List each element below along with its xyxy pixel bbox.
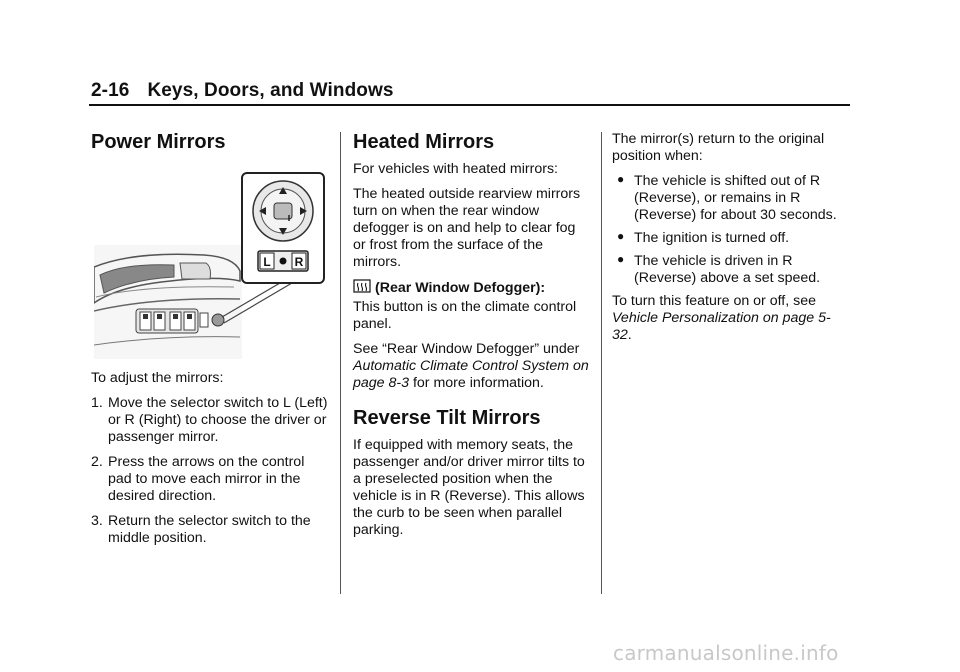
see-reference-paragraph: To turn this feature on or off, see Vehicle Personalization on page 5-32.: [612, 293, 831, 343]
mirror-control-illustration: [94, 171, 326, 359]
paragraph: The heated outside rearview mirrors turn on when the rear window defogger is on and help to clear fog or frost from the surface of the mirrors.: [353, 186, 581, 270]
section-heading-heated-mirrors: Heated Mirrors: [353, 131, 495, 153]
column-2: [353, 130, 591, 547]
condition-list: [612, 173, 850, 287]
list-item: 2. Press the arrows on the control pad to move each mirror in the desired direction.: [91, 454, 305, 504]
column-3: [612, 131, 850, 352]
page-number: 2-16: [91, 80, 130, 101]
paragraph: The mirror(s) return to the original position when:: [612, 131, 825, 164]
header-rule: [89, 104, 850, 106]
cross-reference-link: Vehicle Personalization on page 5-32: [612, 310, 831, 343]
list-item: ● The ignition is turned off.: [617, 229, 790, 246]
paragraph: If equipped with memory seats, the passenger and/or driver mirror tilts to a preselected position when the vehicle is in R (Reverse). This allows the curb to be seen when parallel parking.: [353, 437, 585, 538]
adjust-steps-list: [91, 395, 331, 547]
column-divider: [601, 132, 602, 594]
selector-label-left: L: [263, 255, 271, 269]
list-item: ● The vehicle is shifted out of R (Reverse), or remains in R (Reverse) for about 30 seconds.: [617, 172, 837, 223]
defogger-label: (Rear Window Defogger):: [375, 280, 546, 296]
list-item: 3. Return the selector switch to the middle position.: [91, 513, 311, 546]
see-reference-paragraph: See “Rear Window Defogger” under Automatic Climate Control System on page 8-3 for more information.: [353, 341, 589, 391]
section-heading-reverse-tilt-mirrors: Reverse Tilt Mirrors: [353, 407, 541, 429]
selector-label-right: R: [294, 255, 304, 269]
column-divider: [340, 132, 341, 594]
column-1-body: [91, 370, 331, 555]
list-item: ● The vehicle is driven in R (Reverse) above a set speed.: [617, 252, 821, 286]
defogger-paragraph: [353, 279, 591, 333]
paragraph: For vehicles with heated mirrors:: [353, 161, 558, 177]
column-1: [91, 130, 331, 154]
defogger-text: This button is on the climate control panel.: [353, 299, 577, 332]
cross-reference-link: Automatic Climate Control System on page 8-3: [353, 358, 589, 391]
rear-defogger-icon: [353, 279, 371, 299]
section-heading-power-mirrors: Power Mirrors: [91, 131, 226, 153]
chapter-title: Keys, Doors, and Windows: [147, 80, 394, 101]
intro-text: To adjust the mirrors:: [91, 370, 224, 386]
watermark: carmanualsonline.info: [613, 641, 839, 665]
list-item: 1. Move the selector switch to L (Left) or R (Right) to choose the driver or passenger mirror.: [91, 395, 328, 445]
page-header: [91, 80, 394, 102]
